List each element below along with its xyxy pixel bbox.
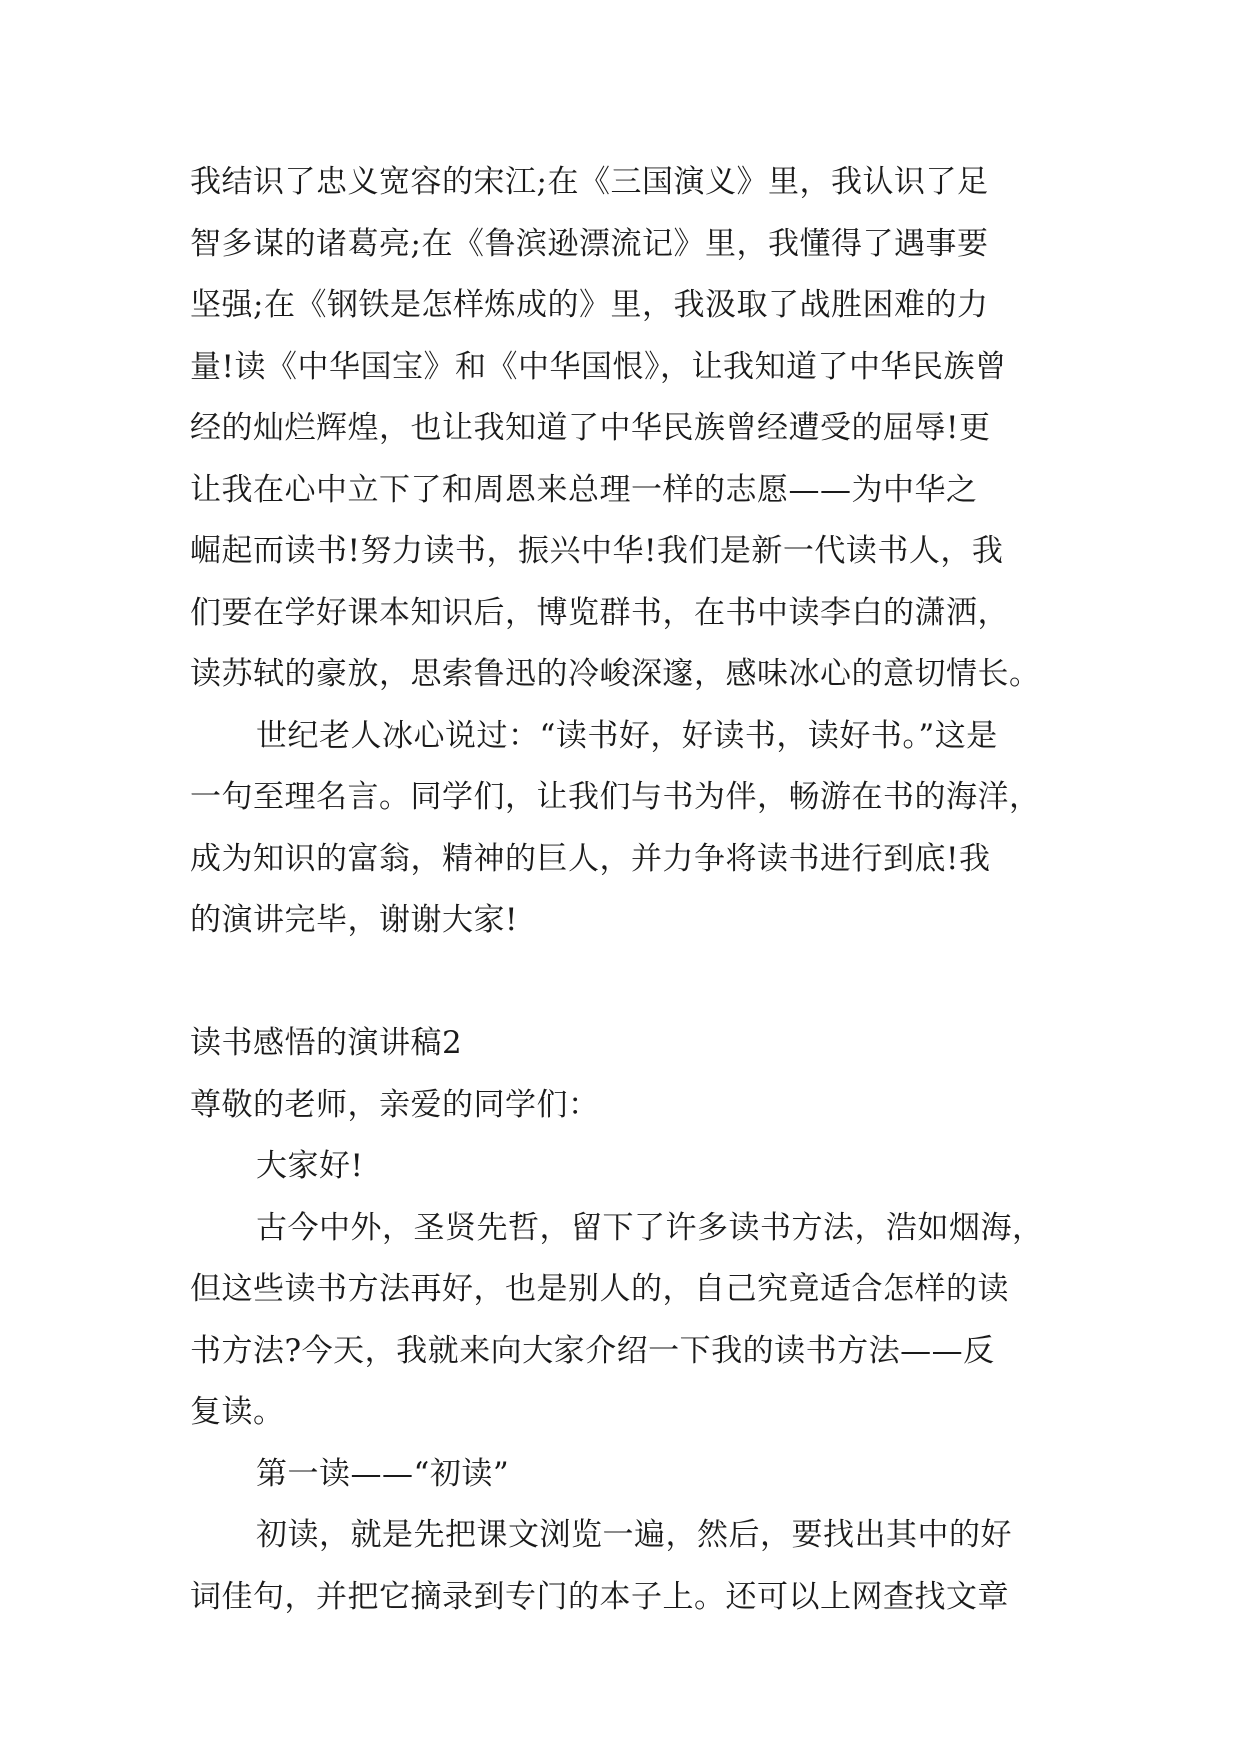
text-line: 书方法?今天，我就来向大家介绍一下我的读书方法——反: [190, 1332, 995, 1369]
text-line: 复读。: [190, 1394, 285, 1430]
text-line: 读苏轼的豪放，思索鲁迅的冷峻深邃，感味冰心的意切情长。: [190, 656, 1041, 692]
text-line: 成为知识的富翁，精神的巨人，并力争将读书进行到底!我: [190, 840, 991, 877]
text-line: 我结识了忠义宽容的宋江;在《三国演义》里，我认识了足: [190, 164, 989, 200]
text-line: 让我在心中立下了和周恩来总理一样的志愿——为中华之: [190, 471, 978, 508]
greeting: 大家好!: [256, 1148, 364, 1184]
paragraph-2: [190, 706, 1070, 952]
paragraph-4: [190, 1505, 1070, 1628]
document-body: [190, 152, 1070, 1628]
salutation: 尊敬的老师，亲爱的同学们：: [190, 1086, 600, 1123]
spacer: [190, 952, 1070, 1014]
text-line: 词佳句，并把它摘录到专门的本子上。还可以上网查找文章: [190, 1578, 1009, 1615]
subheading: 第一读——“初读”: [256, 1455, 510, 1492]
text-line: 坚强;在《钢铁是怎样炼成的》里，我汲取了战胜困难的力: [190, 287, 989, 323]
text-line: 崛起而读书!努力读书，振兴中华!我们是新一代读书人，我: [190, 533, 1004, 569]
text-line: 世纪老人冰心说过：“读书好，好读书，读好书。”这是: [256, 717, 998, 754]
paragraph-1: [190, 152, 1070, 706]
text-line: 量!读《中华国宝》和《中华国恨》，让我知道了中华民族曾: [190, 348, 1007, 385]
paragraph-3: [190, 1198, 1070, 1444]
text-line: 一句至理名言。同学们，让我们与书为伴，畅游在书的海洋，: [190, 779, 1041, 815]
section-title: 读书感悟的演讲稿2: [190, 1025, 463, 1061]
text-line: 们要在学好课本知识后，博览群书，在书中读李白的潇洒，: [190, 594, 1009, 631]
text-line: 但这些读书方法再好，也是别人的，自己究竟适合怎样的读: [190, 1271, 1009, 1307]
text-line: 古今中外，圣贤先哲，留下了许多读书方法，浩如烟海，: [256, 1209, 1044, 1246]
text-line: 智多谋的诸葛亮;在《鲁滨逊漂流记》里，我懂得了遇事要: [190, 225, 989, 262]
text-line: 初读，就是先把课文浏览一遍，然后，要找出其中的好: [256, 1517, 1012, 1553]
text-line: 经的灿烂辉煌，也让我知道了中华民族曾经遭受的屈辱!更: [190, 410, 991, 446]
text-line: 的演讲完毕，谢谢大家!: [190, 902, 518, 938]
